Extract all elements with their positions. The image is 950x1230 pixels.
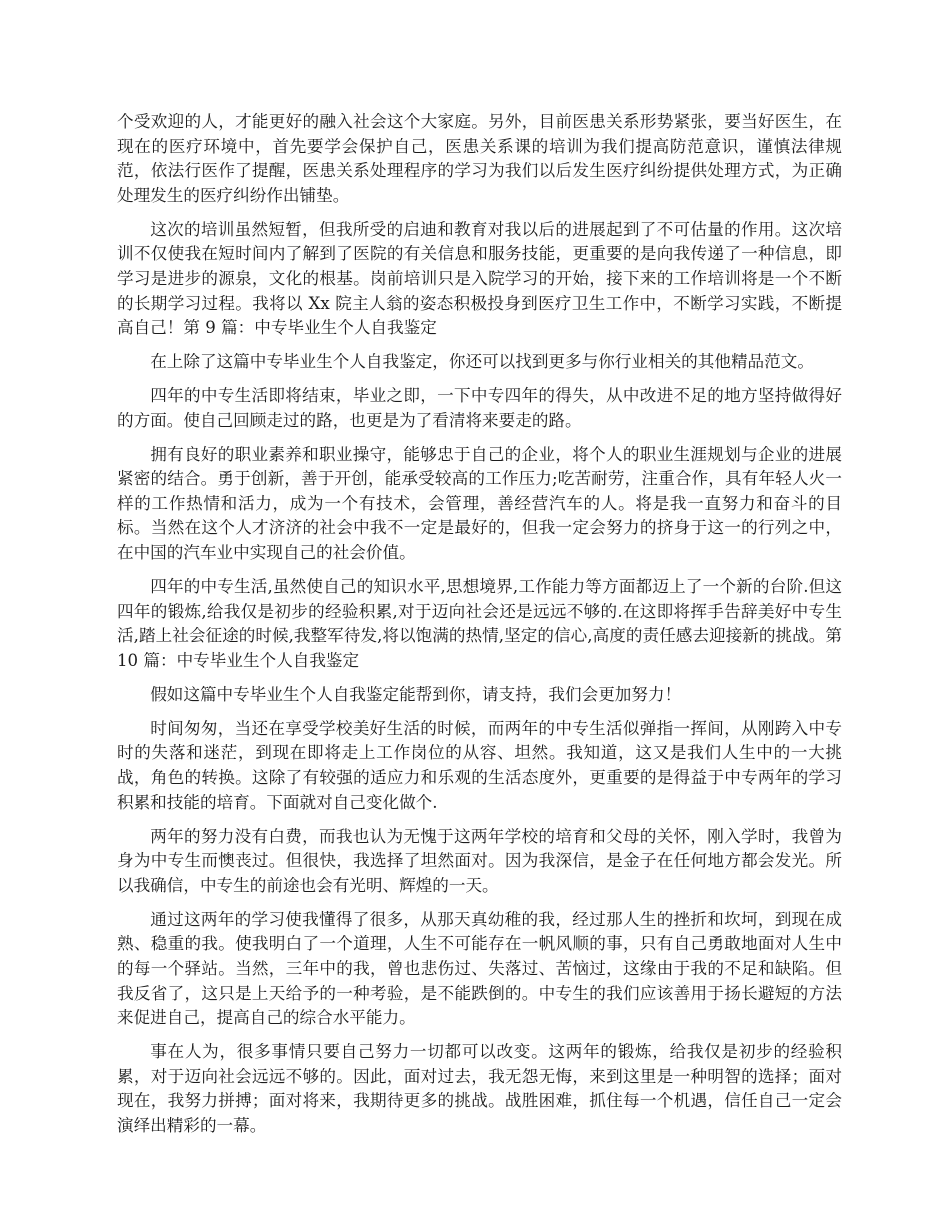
paragraph: 四年的中专生活,虽然使自己的知识水平,思想境界,工作能力等方面都迈上了一个新的台阶.但这四年的锻炼,给我仅是初步的经验积累,对于迈向社会还是远远不够的.在这即将挥手告辞美好中专生活,踏上社会征途的时候,我整军待发,将以饱满的热情,坚定的信心,高度的责任感去迎接新的挑战。第 10 篇：中专毕业生个人自我鉴定 bbox=[117, 577, 842, 670]
paragraph: 个受欢迎的人，才能更好的融入社会这个大家庭。另外，目前医患关系形势紧张，要当好医生，在现在的医疗环境中，首先要学会保护自己，医患关系课的培训为我们提高防范意识，谨慎法律规范，依法行医作了提醒，医患关系处理程序的学习为我们以后发生医疗纠纷提供处理方式，为正确处理发生的医疗纠纷作出铺垫。 bbox=[117, 112, 842, 205]
paragraph: 这次的培训虽然短暂，但我所受的启迪和教育对我以后的进展起到了不可估量的作用。这次培训不仅使我在短时间内了解到了医院的有关信息和服务技能，更重要的是向我传递了一种信息，即学习是进步的源泉，文化的根基。岗前培训只是入院学习的开始，接下来的工作培训将是一个不断的长期学习过程。我将以 Xx 院主人翁的姿态积极投身到医疗卫生工作中，不断学习实践，不断提高自己！第 9 篇：中专毕业生个人自我鉴定 bbox=[117, 219, 842, 338]
paragraph: 时间匆匆，当还在享受学校美好生活的时候，而两年的中专生活似弹指一挥间，从刚跨入中专时的失落和迷茫，到现在即将走上工作岗位的从容、坦然。我知道，这又是我们人生中的一大挑战，角色的转换。这除了有较强的适应力和乐观的生活态度外，更重要的是得益于中专两年的学习积累和技能的培育。下面就对自己变化做个. bbox=[117, 718, 842, 812]
paragraph: 假如这篇中专毕业生个人自我鉴定能帮到你，请支持，我们会更加努力！ bbox=[150, 684, 682, 704]
paragraph: 四年的中专生活即将结束，毕业之即，一下中专四年的得失，从中改进不足的地方坚持做得好的方面。使自己回顾走过的路，也更是为了看清将来要走的路。 bbox=[117, 386, 842, 430]
paragraph: 拥有良好的职业素养和职业操守，能够忠于自己的企业，将个人的职业生涯规划与企业的进展紧密的结合。勇于创新，善于开创，能承受较高的工作压力;吃苦耐劳，注重合作，具有年轻人火一样的工作热情和活力，成为一个有技术，会管理，善经营汽车的人。将是我一直努力和奋斗的目标。当然在这个人才济济的社会中我不一定是最好的，但我一定会努力的挤身于这一的行列之中，在中国的汽车业中实现自己的社会价值。 bbox=[117, 444, 842, 563]
paragraph: 两年的努力没有白费，而我也认为无愧于这两年学校的培育和父母的关怀，刚入学时，我曾为身为中专生而懊丧过。但很快，我选择了坦然面对。因为我深信，是金子在任何地方都会发光。所以我确信，中专生的前途也会有光明、辉煌的一天。 bbox=[117, 826, 842, 895]
paragraph: 事在人为，很多事情只要自己努力一切都可以改变。这两年的锻炼，给我仅是初步的经验积累，对于迈向社会远远不够的。因此，面对过去，我无怨无悔，来到这里是一种明智的选择；面对现在，我努力拼搏；面对将来，我期待更多的挑战。战胜困难，抓住每一个机遇，信任自己一定会演绎出精彩的一幕。 bbox=[117, 1042, 842, 1135]
paragraph: 在上除了这篇中专毕业生个人自我鉴定，你还可以找到更多与你行业相关的其他精品范文。 bbox=[150, 352, 814, 372]
document-body bbox=[117, 110, 842, 1148]
paragraph: 通过这两年的学习使我懂得了很多，从那天真幼稚的我，经过那人生的挫折和坎坷，到现在成熟、稳重的我。使我明白了一个道理，人生不可能存在一帆风顺的事，只有自己勇敢地面对人生中的每一个驿站。当然，三年中的我，曾也悲伤过、失落过、苦恼过，这缘由于我的不足和缺陷。但我反省了，这只是上天给予的一种考验，是不能跌倒的。中专生的我们应该善用于扬长避短的方法来促进自己，提高自己的综合水平能力。 bbox=[117, 909, 842, 1028]
